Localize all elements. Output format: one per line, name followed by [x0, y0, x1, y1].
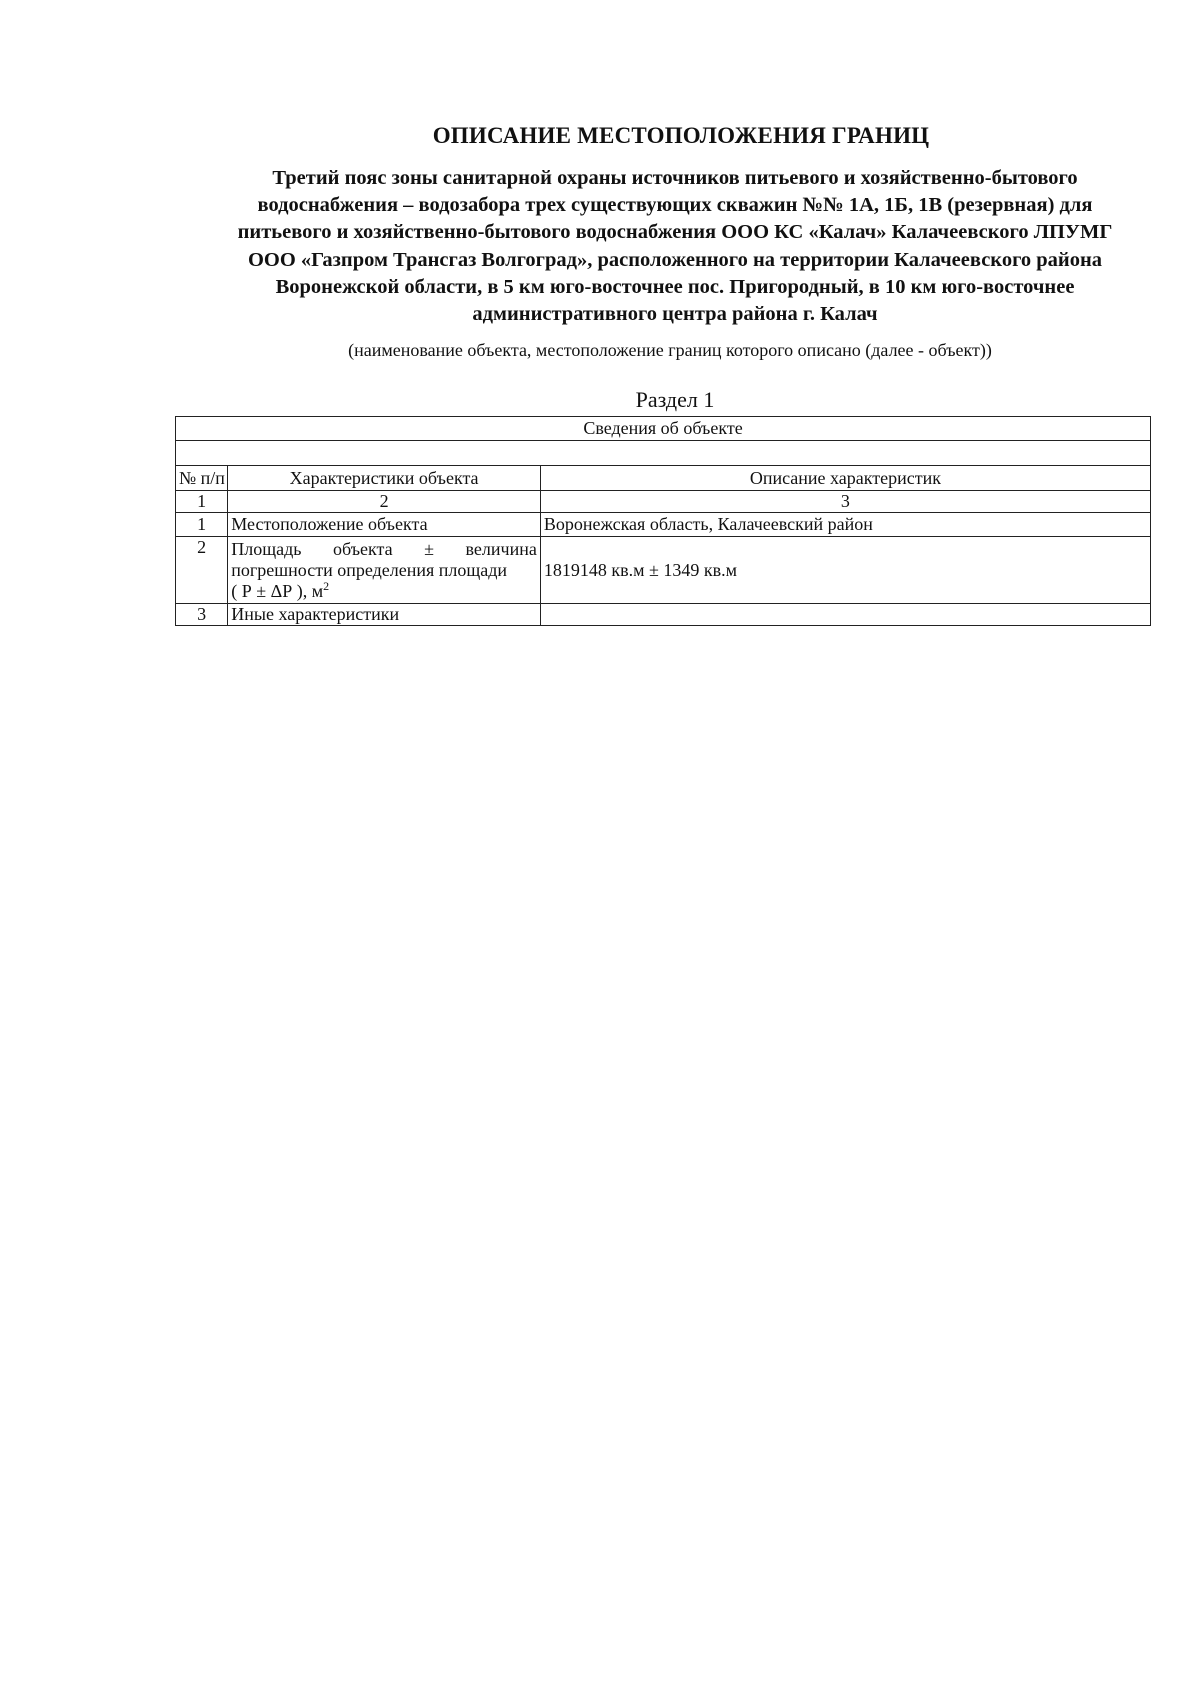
object-name-line: Третий пояс зоны санитарной охраны источников питьевого и хозяйственно-бытового [272, 167, 1078, 189]
row-description: Воронежская область, Калачеевский район [540, 513, 1150, 537]
area-unit-exponent: 2 [323, 578, 330, 593]
column-header-description: Описание характеристик [540, 466, 1150, 491]
table-row [176, 537, 1151, 604]
table-row [176, 513, 1151, 537]
row-characteristic-line: Площадь объекта ± величина [231, 538, 537, 559]
table-blank-cell [176, 441, 1151, 466]
row-number: 2 [176, 537, 228, 604]
row-number: 1 [176, 513, 228, 537]
area-formula: ( Р ± ΔР ), м [231, 580, 324, 601]
row-characteristic: Местоположение объекта [228, 513, 541, 537]
object-name-line: питьевого и хозяйственно-бытового водоснабжения ООО КС «Калач» Калачеевского ЛПУМГ [237, 221, 1113, 244]
column-number: 2 [228, 491, 541, 513]
document-title: ОПИСАНИЕ МЕСТОПОЛОЖЕНИЯ ГРАНИЦ [432, 123, 930, 148]
object-name-line: административного центра района г. Калач [472, 303, 878, 326]
section-title: Раздел 1 [635, 387, 715, 412]
object-name-line: ООО «Газпром Трансгаз Волгоград», расположенного на территории Калачеевского района [247, 248, 1103, 271]
table-blank-row [176, 441, 1151, 466]
column-number: 3 [540, 491, 1150, 513]
column-header-characteristic: Характеристики объекта [228, 466, 541, 491]
object-name [185, 165, 1165, 328]
object-name-line: водоснабжения – водозабора трех существующих скважин №№ 1А, 1Б, 1В (резервная) для [257, 194, 1093, 217]
column-number: 1 [176, 491, 228, 513]
object-info-table [175, 416, 1151, 626]
row-description [540, 604, 1150, 626]
column-headers-row [176, 466, 1151, 491]
column-header-num: № п/п [176, 466, 228, 491]
table-header-row [176, 417, 1151, 441]
column-numbers-row [176, 491, 1151, 513]
row-description: 1819148 кв.м ± 1349 кв.м [540, 537, 1150, 604]
row-number: 3 [176, 604, 228, 626]
object-name-caption: (наименование объекта, местоположение границ которого описано (далее - объект)) [348, 340, 992, 360]
row-characteristic-line [231, 578, 537, 602]
row-characteristic: Иные характеристики [228, 604, 541, 626]
table-header: Сведения об объекте [176, 417, 1151, 441]
row-characteristic-line: погрешности определения площади [231, 559, 508, 580]
table-row [176, 604, 1151, 626]
object-name-line: Воронежской области, в 5 км юго-восточнее пос. Пригородный, в 10 км юго-восточнее [275, 275, 1075, 298]
row-characteristic [228, 537, 541, 604]
